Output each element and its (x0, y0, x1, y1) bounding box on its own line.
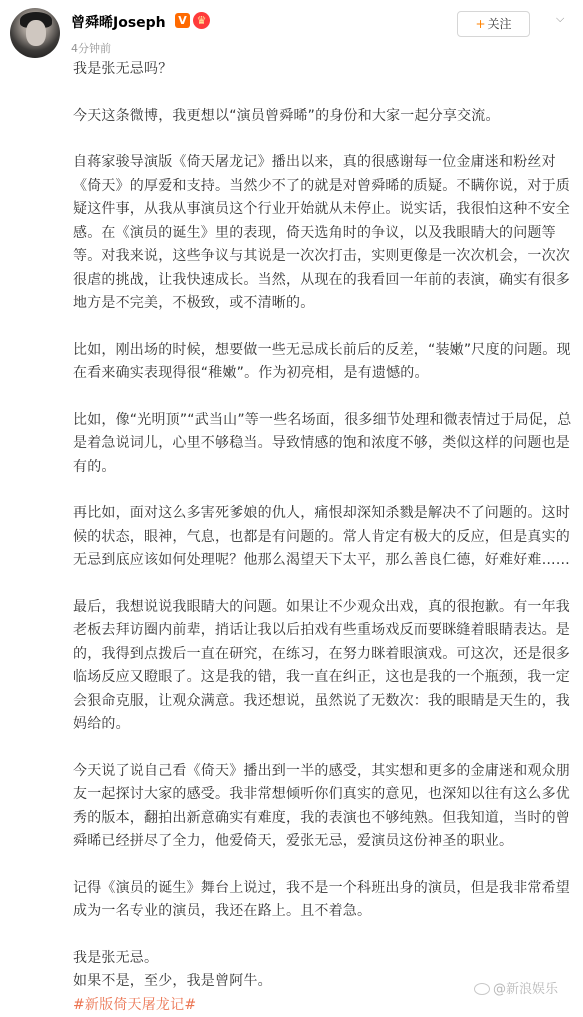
verified-icon: V (175, 13, 190, 28)
post-body (73, 58, 573, 1017)
follow-label: 关注 (488, 17, 512, 31)
plus-icon: + (475, 17, 485, 31)
closing-line: 我是张无忌。 (73, 947, 573, 971)
post-paragraph: 今天说了说自己看《倚天》播出到一半的感受，其实想和更多的金庸迷和观众朋友一起探讨大家的感受。我非常想倾听你们真实的意见，也深知以往有这么多优秀的版本，翻拍出新意确实有难度，我的表演也不够纯熟。但我知道，当时的曾舜晞已经拼尽了全力，他爱倚天，爱张无忌，爱演员这份神圣的职业。 (73, 760, 573, 854)
post-paragraph: 最后，我想说说我眼睛大的问题。如果让不少观众出戏，真的很抱歉。有一年我老板去拜访圈内前辈，捎话让我以后拍戏有些重场戏反而要眯缝着眼睛表达。是的，我得到点拨后一直在研究，在练习，在努力眯着眼演戏。可这次，还是很多临场反应又瞪眼了。这是我的错，我一直在纠正，这也是我的一个瓶颈，我一定会狠命克服，让观众满意。我还想说，虽然说了无数次：我的眼睛是天生的，我妈给的。 (73, 596, 573, 737)
avatar[interactable] (10, 8, 60, 58)
chevron-down-icon[interactable]: ⌵ (556, 14, 566, 24)
watermark-text: @新浪娱乐 (493, 982, 558, 997)
post-header (0, 0, 583, 60)
avatar-face (26, 20, 46, 46)
follow-button[interactable] (457, 11, 530, 37)
watermark (474, 978, 558, 997)
post-paragraph: 今天这条微博，我更想以“演员曾舜晞”的身份和大家一起分享交流。 (73, 105, 573, 129)
weibo-logo-icon (474, 983, 490, 995)
post-paragraph: 比如，刚出场的时候，想要做一些无忌成长前后的反差，“装嫩”尺度的问题。现在看来确实表现得很“稚嫩”。作为初亮相，是有遗憾的。 (73, 339, 573, 386)
post-paragraph: 再比如，面对这么多害死爹娘的仇人，痛恨却深知杀戮是解决不了问题的。这时候的状态，眼神，气息，也都是有问题的。常人肯定有极大的反应，但是真实的无忌到底应该如何处理呢？他那么渴望天下太平，那么善良仁德，好难好难…… (73, 502, 573, 573)
member-crown-icon: ♛ (193, 12, 210, 29)
hashtag-link[interactable]: #新版倚天屠龙记# (73, 994, 573, 1017)
post-paragraph: 记得《演员的诞生》舞台上说过，我不是一个科班出身的演员，但是我非常希望成为一名专业的演员，我还在路上。且不着急。 (73, 877, 573, 924)
author-name[interactable]: 曾舜晞Joseph (71, 12, 166, 32)
post-time[interactable]: 4分钟前 (71, 40, 111, 56)
post-paragraph: 我是张无忌吗？ (73, 58, 573, 82)
closing-line: 如果不是，至少，我是曾阿牛。 (73, 970, 573, 994)
post-paragraph: 自蒋家骏导演版《倚天屠龙记》播出以来，真的很感谢每一位金庸迷和粉丝对《倚天》的厚爱和支持。当然少不了的就是对曾舜晞的质疑。不瞒你说，对于质疑这件事，从我从事演员这个行业开始就从未停止。说实话，我很怕这种不安全感。在《演员的诞生》里的表现，倚天选角时的争议，以及我眼睛大的问题等等。对我来说，这些争议与其说是一次次打击，实则更像是一次次机会，一次次很虐的挑战，让我快速成长。当然，从现在的我看回一年前的表演，确实有很多地方是不完美，不极致，或不清晰的。 (73, 151, 573, 316)
post-paragraph: 比如，像“光明顶”“武当山”等一些名场面，很多细节处理和微表情过于局促，总是着急说词儿，心里不够稳当。导致情感的饱和浓度不够，类似这样的问题也是有的。 (73, 409, 573, 480)
